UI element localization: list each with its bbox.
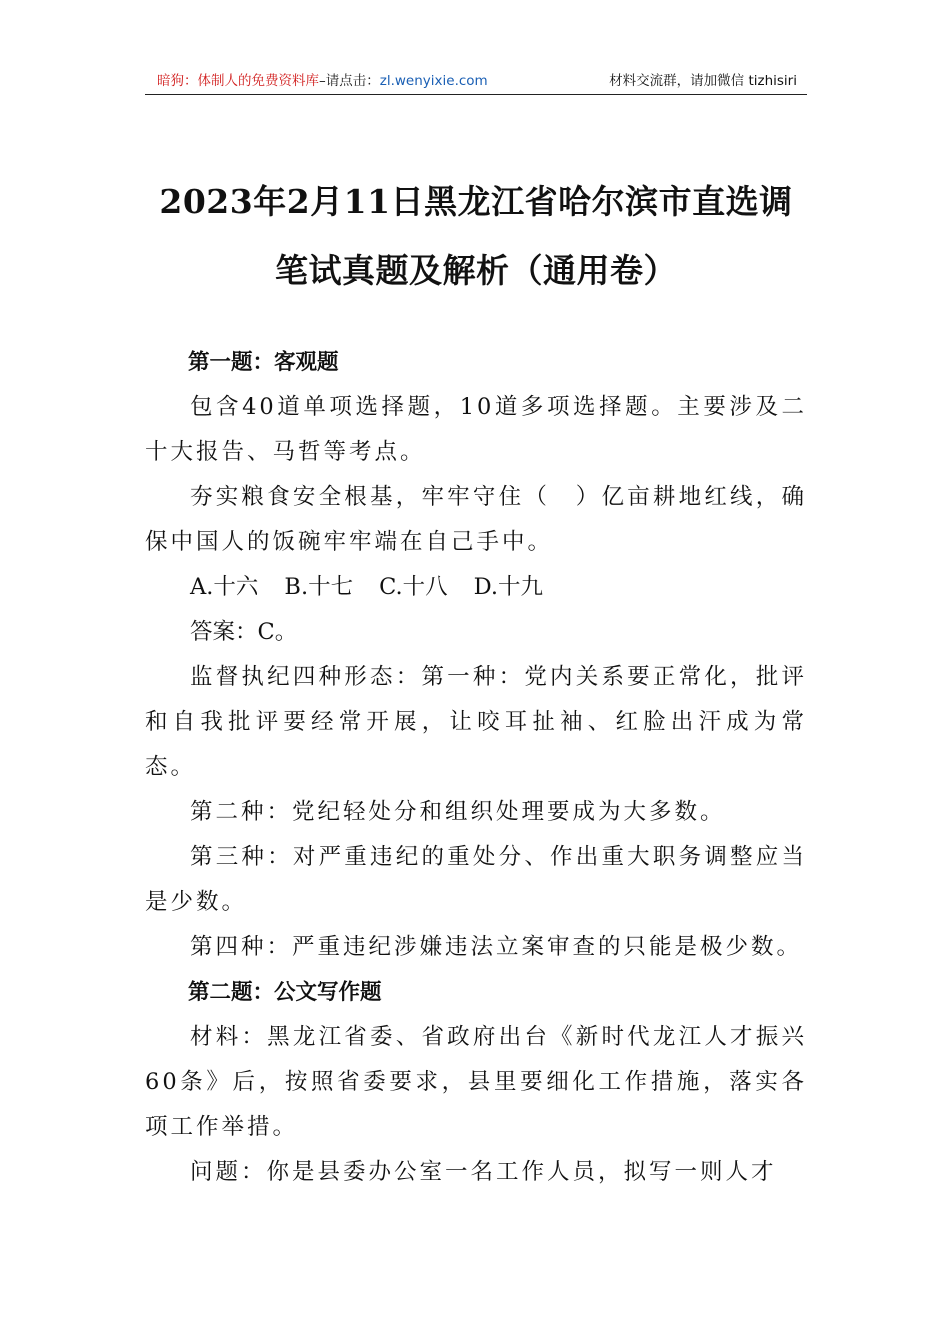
header-click-text: –请点击：	[319, 73, 380, 89]
material: 材料：黑龙江省委、省政府出台《新时代龙江人才振兴60条》后，按照省委要求，县里要细化工作措施，落实各项工作举措。	[145, 1024, 807, 1140]
option-a: A.十六	[190, 574, 259, 600]
page-header	[145, 70, 807, 95]
supervision-intro: 监督执纪四种形态：第一种：党内关系要正常化，批评和自我批评要经常开展，让咬耳扯袖、红脸出汗成为常态。	[145, 664, 807, 780]
document-title-line-1: 2023年2月11日黑龙江省哈尔滨市直选调	[159, 182, 793, 221]
question-2: 问题：你是县委办公室一名工作人员，拟写一则人才	[190, 1159, 777, 1185]
section-1-heading: 第一题：客观题	[188, 350, 339, 375]
header-link[interactable]: zl.wenyixie.com	[379, 73, 488, 89]
document-title-line-2: 笔试真题及解析（通用卷）	[275, 251, 677, 290]
header-brand: 暗狗：体制人的免费资料库	[157, 73, 319, 89]
answer: 答案：C。	[190, 619, 298, 645]
form-3: 第三种：对严重违纪的重处分、作出重大职务调整应当是少数。	[145, 844, 807, 915]
question-1-options	[145, 565, 807, 610]
form-2: 第二种：党纪轻处分和组织处理要成为大多数。	[190, 799, 726, 825]
question-1: 夯实粮食安全根基，牢牢守住（ ）亿亩耕地红线，确保中国人的饭碗牢牢端在自己手中。	[145, 484, 807, 555]
option-b: B.十七	[284, 574, 354, 600]
form-4: 第四种：严重违纪涉嫌违法立案审查的只能是极少数。	[190, 934, 803, 960]
header-contact: 材料交流群，请加微信 tizhisiri	[609, 73, 797, 89]
option-d: D.十九	[473, 574, 544, 600]
header-left	[157, 70, 488, 92]
section-1-intro: 包含40道单项选择题，10道多项选择题。主要涉及二十大报告、马哲等考点。	[145, 394, 807, 465]
section-2-heading: 第二题：公文写作题	[188, 980, 382, 1005]
option-c: C.十八	[379, 574, 448, 600]
document-body	[145, 340, 807, 1195]
